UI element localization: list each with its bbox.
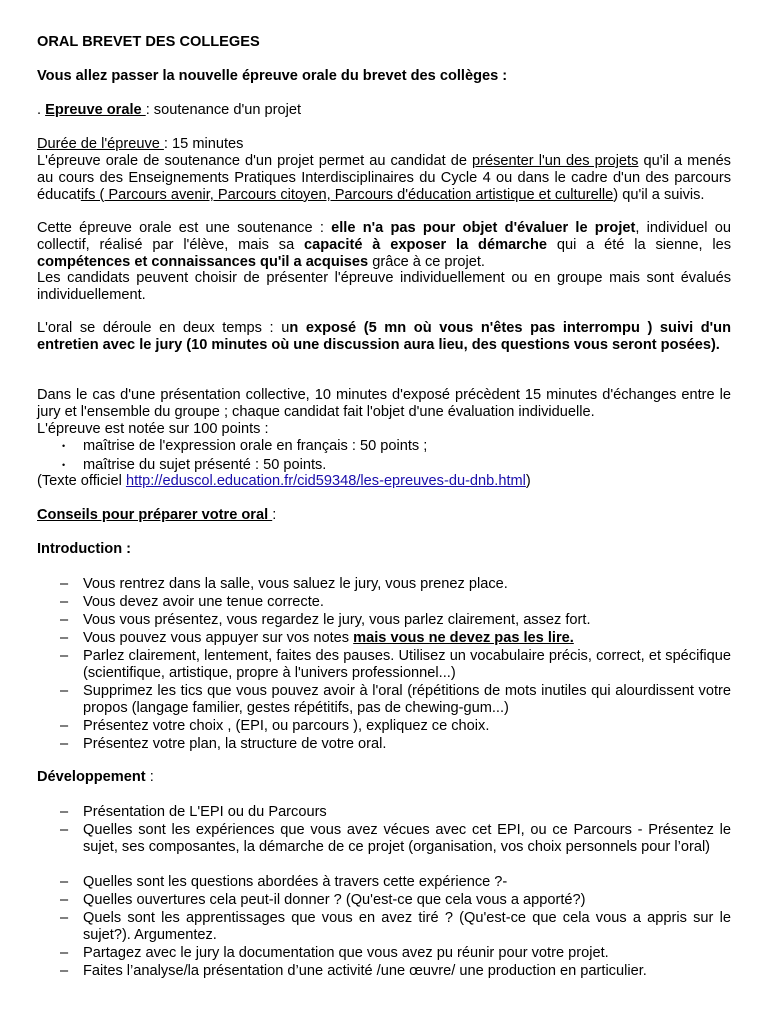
introduction-heading: Introduction : (37, 541, 132, 557)
dash-icon: – (59, 718, 69, 734)
dash-icon: – (59, 804, 69, 820)
dash-icon: – (59, 910, 69, 926)
points-item: maîtrise de l'expression orale en français : 50 points ; (83, 438, 428, 454)
paragraph-notation: L'épreuve est notée sur 100 points : (37, 421, 269, 437)
intro-item: Vous rentrez dans la salle, vous saluez le jury, vous prenez place. (83, 576, 508, 592)
paragraph-deroulement: L'oral se déroule en deux temps : un exposé (5 mn où vous n'êtes pas interrompu ) suivi d'un entretien avec le jury (10 minutes où une discussion aura lieu, des questions vous seront posées). (37, 320, 731, 353)
dash-icon: – (59, 576, 69, 592)
dev-item: Quelles ouvertures cela peut-il donner ? (Qu'est-ce que cela vous a apporté?) (83, 892, 586, 908)
dev-item: Quels sont les apprentissages que vous en avez tiré ? (Qu'est-ce que cela vous a appris sur le sujet?). Argumentez. (83, 910, 731, 943)
intro-line: Vous allez passer la nouvelle épreuve orale du brevet des collèges : (37, 68, 508, 84)
epreuve-label: Epreuve orale (45, 102, 146, 118)
intro-item: Vous devez avoir une tenue correcte. (83, 594, 324, 610)
dev-item: Quelles sont les questions abordées à travers cette expérience ?- (83, 874, 508, 890)
dash-icon: – (59, 630, 69, 646)
paragraph-objectif: Cette épreuve orale est une soutenance : elle n'a pas pour objet d'évaluer le projet, individuel ou collectif, réalisé par l'élève, mais sa capacité à exposer la démarche qui a été la sienne, les compétences et connaissances qu'il a acquises grâce à ce projet. (37, 220, 732, 270)
intro-item: Supprimez les tics que vous pouvez avoir à l'oral (répétitions de mots inutiles qui alourdissent votre propos (langage familier, gestes répétitifs, pas de chewing-gum...) (83, 683, 731, 716)
developpement-heading: Développement : (37, 769, 154, 785)
dev-item: Quelles sont les expériences que vous avez vécues avec cet EPI, ou ce Parcours - Présentez le sujet, ses composantes, la démarche de ce projet (organisation, vos choix personnels pour l’oral) (83, 822, 731, 855)
bullet-icon: • (62, 460, 66, 470)
paragraph-collective: Dans le cas d'une présentation collective, 10 minutes d'exposé précèdent 15 minutes d'échanges entre le jury et l'ensemble du groupe ; chaque candidat fait l'objet d'une évaluation individuelle. (37, 387, 731, 420)
duree-label: Durée de l'épreuve (37, 136, 164, 152)
dev-item: Faites l’analyse/la présentation d’une activité /une œuvre/ une production en particulier. (83, 963, 647, 979)
dash-icon: – (59, 683, 69, 699)
bullet-icon: • (62, 441, 66, 451)
dash-icon: – (59, 736, 69, 752)
intro-item: Présentez votre plan, la structure de votre oral. (83, 736, 387, 752)
dash-icon: – (59, 963, 69, 979)
dash-icon: – (59, 594, 69, 610)
intro-item: Parlez clairement, lentement, faites des pauses. Utilisez un vocabulaire précis, correct, et spécifique (scientifique, artistique, propre à l'univers professionnel...) (83, 648, 731, 681)
dash-icon: – (59, 612, 69, 628)
epreuve-line: . Epreuve orale : soutenance d'un projet (37, 102, 302, 118)
page-title: ORAL BREVET DES COLLEGES (37, 34, 260, 50)
intro-item: Présentez votre choix , (EPI, ou parcours ), expliquez ce choix. (83, 718, 490, 734)
dash-icon: – (59, 945, 69, 961)
paragraph-soutenance: L'épreuve orale de soutenance d'un projet permet au candidat de présenter l'un des projets qu'il a menés au cours des Enseignements Pratiques Interdisciplinaires du Cycle 4 ou dans le cadre d'un des parcours éducatifs ( Parcours avenir, Parcours citoyen, Parcours d'éducation artistique et culturelle) qu'il a suivis. (37, 153, 731, 203)
dash-icon: – (59, 874, 69, 890)
dash-icon: – (59, 822, 69, 838)
dash-icon: – (59, 892, 69, 908)
duree-line: Durée de l'épreuve : 15 minutes (37, 136, 244, 152)
official-link[interactable]: http://eduscol.education.fr/cid59348/les-epreuves-du-dnb.html (125, 473, 526, 489)
intro-item: Vous pouvez vous appuyer sur vos notes mais vous ne devez pas les lire. (83, 630, 574, 646)
dev-item: Partagez avec le jury la documentation que vous avez pu réunir pour votre projet. (83, 945, 609, 961)
dash-icon: – (59, 648, 69, 664)
points-item: maîtrise du sujet présenté : 50 points. (83, 457, 327, 473)
official-text-line: (Texte officiel http://eduscol.education.fr/cid59348/les-epreuves-du-dnb.html) (37, 473, 531, 489)
dev-item: Présentation de L'EPI ou du Parcours (83, 804, 327, 820)
conseils-heading: Conseils pour préparer votre oral : (37, 507, 277, 523)
intro-item: Vous vous présentez, vous regardez le jury, vous parlez clairement, assez fort. (83, 612, 591, 628)
paragraph-candidats: Les candidats peuvent choisir de présenter l'épreuve individuellement ou en groupe mais sont évalués individuellement. (37, 270, 731, 303)
